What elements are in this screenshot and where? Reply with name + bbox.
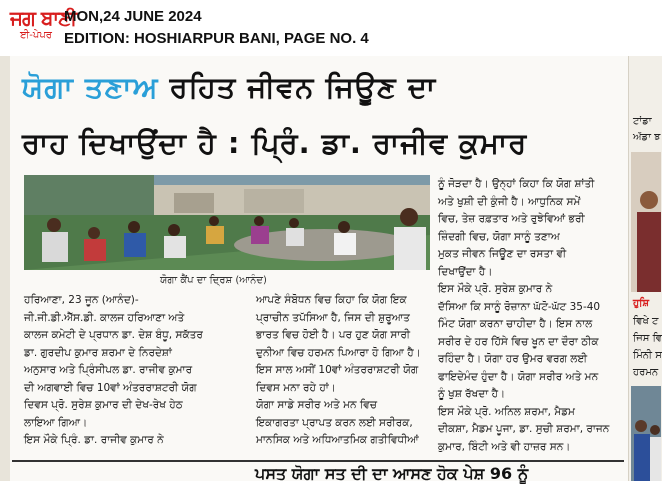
article-headline-line2: ਰਾਹ ਦਿਖਾਉਂਦਾ ਹੈ : ਪ੍ਰਿੰ. ਡਾ. ਰਾਜੀਵ ਕੁਮਾਰ [22,126,528,160]
article-text-line: ਮਾਨਸਿਕ ਅਤੇ ਅਧਿਆਤਮਿਕ ਗਤੀਵਿਧੀਆਂ [256,434,419,446]
article-text-line: ਇਸ ਮੌਕੇ ਪ੍ਰਿੰ. ਡਾ. ਰਾਜੀਵ ਕੁਮਾਰ ਨੇ [24,434,164,446]
side-text-line: ਹਰਮਨ [633,367,659,378]
adjacent-article-column [628,56,662,481]
article-text-line: ਦਿਵਸ ਮਨਾ ਰਹੇ ਹਾਂ। [256,381,336,394]
side-text-line: ਜਿਸ ਵਿ [633,333,662,344]
left-margin-column [0,56,10,481]
side-text-line: ਵਿਖੇ ਟ [633,316,659,327]
edition-info: EDITION: HOSHIARPUR BANI, PAGE NO. 4 [64,30,369,47]
article-text-line: ਇਸ ਸਾਲ ਅਸੀਂ 10ਵਾਂ ਅੰਤਰਰਾਸ਼ਟਰੀ ਯੋਗ [256,364,419,376]
side-photo [631,152,661,292]
article-text-line: ਵਿਚ, ਤੇਜ਼ ਰਫ਼ਤਾਰ ਅਤੇ ਰੁਝੇਵਿਆਂ ਭਰੀ [438,213,585,225]
article-text-line: ਦੀ ਅਗਵਾਈ ਵਿਚ 10ਵਾਂ ਅੰਤਰਰਾਸ਼ਟਰੀ ਯੋਗ [24,381,197,394]
article-text-line: ਪ੍ਰਾਚੀਨ ਤਪੱਸਿਆ ਹੈ, ਜਿਸ ਦੀ ਸ਼ੁਰੂਆਤ [256,311,410,324]
article-text-line: ਭਾਰਤ ਵਿਚ ਹੋਈ ਹੈ। ਪਰ ਹੁਣ ਯੋਗ ਸਾਰੀ [256,329,411,341]
article-text-line: ਡਾ. ਗੁਰਦੀਪ ਕੁਮਾਰ ਸ਼ਰਮਾ ਦੇ ਨਿਰਦੇਸ਼ਾਂ [24,346,172,359]
yoga-camp-photo [24,175,430,270]
article-text-line: ਹਰਿਆਣਾ, 23 ਜੂਨ (ਆਨੰਦ)- [24,294,139,306]
article-text-line: ਅਨੁਸਾਰ ਅਤੇ ਪ੍ਰਿੰਸੀਪਲ ਡਾ. ਰਾਜੀਵ ਕੁਮਾਰ [24,364,193,376]
article-text-line: ਜ਼ਿੰਦਗੀ ਵਿਚ, ਯੋਗਾ ਸਾਨੂੰ ਤਣਾਅ [438,230,560,243]
article-column-3 [438,176,626,456]
article-text-line: ਯੋਗਾ ਸਾਡੇ ਸਰੀਰ ਅਤੇ ਮਨ ਵਿਚ [256,399,377,411]
side-text-line: ਟਾਂਡਾ [633,116,652,127]
article-text-line: ਦਿਵਸ ਪ੍ਰੋ. ਸੁਰੇਸ਼ ਕੁਮਾਰ ਦੀ ਦੇਖ-ਰੇਖ ਹੇਠ [24,399,183,411]
headline-highlight: ਯੋਗਾ ਤਣਾਅ [22,70,159,104]
side-text-line: ਅੱਡਾ ਝ [633,132,661,143]
article-text-line: ਇਸ ਮੌਕੇ ਪ੍ਰੋ. ਅਨਿਲ ਸ਼ਰਮਾ, ਮੈਡਮ [438,405,575,418]
article-text-line: ਦੁਨੀਆ ਵਿਚ ਹਰਮਨ ਪਿਆਰਾ ਹੋ ਗਿਆ ਹੈ। [256,346,421,359]
article-column-1 [24,292,252,450]
article-text-line: ਕੁਮਾਰ, ਬਿੰਟੀ ਅਤੇ ਵੀ ਹਾਜ਼ਰ ਸਨ। [438,440,571,453]
section-divider [12,460,624,462]
article-text-line: ਰਹਿੰਦਾ ਹੈ। ਯੋਗਾ ਹਰ ਉਮਰ ਵਰਗ ਲਈ [438,353,588,365]
issue-date: MON,24 JUNE 2024 [64,8,202,25]
person-photo [631,152,661,292]
article-text-line: ਨੂੰ ਖੁਸ਼ ਰੱਖਦਾ ਹੈ। [438,388,506,400]
side-photo [631,386,661,481]
article-text-line: ਜੀ.ਜੀ.ਡੀ.ਐੱਸ.ਡੀ. ਕਾਲਜ ਹਰਿਆਣਾ ਅਤੇ [24,311,185,324]
article-text-line: ਦਿਖਾਉਂਦਾ ਹੈ। [438,265,493,278]
epaper-header [0,0,662,52]
group-photo [631,386,661,481]
article-text-line: ਅਤੇ ਖੁਸ਼ੀ ਦੀ ਕੁੰਜੀ ਹੈ। ਆਧੁਨਿਕ ਸਮੇਂ [438,195,581,208]
article-text-line: ਆਪਣੇ ਸੰਬੋਧਨ ਵਿਚ ਕਿਹਾ ਕਿ ਯੋਗ ਇਕ [256,294,407,306]
photo-caption: ਯੋਗਾ ਕੈਂਪ ਦਾ ਦ੍ਰਿਸ਼ (ਆਨੰਦ) [160,275,267,286]
article-column-2 [256,292,434,450]
article-text-line: ਲਾਇਆ ਗਿਆ। [24,416,88,429]
article-text-line: ਮੁਕਤ ਜੀਵਨ ਜਿਊਣ ਦਾ ਰਸਤਾ ਵੀ [438,248,567,260]
side-text-line: ਮਿੰਨੀ ਸ [633,350,662,361]
article-text-line: ਫਾਇਦੇਮੰਦ ਹੁੰਦਾ ਹੈ। ਯੋਗਾ ਸਰੀਰ ਅਤੇ ਮਨ [438,370,599,383]
article-text-line: ਨੂੰ ਜੋੜਦਾ ਹੈ। ਉਨ੍ਹਾਂ ਕਿਹਾ ਕਿ ਯੋਗ ਸ਼ਾਂਤੀ [438,178,595,190]
side-headline: ਹੁਸ਼ਿ [633,298,650,309]
next-article-headline: ਪਸਤ ਯੋਗਾ ਸਤ ਦੀ ਦਾ ਆਸਣ ਹੋਕ ਪੇਸ਼ 96 ਨੂੰ [255,464,529,483]
article-headline-line1 [22,70,436,105]
article-text-line: ਮਿੰਟ ਯੋਗਾ ਕਰਨਾ ਚਾਹੀਦਾ ਹੈ। ਇਸ ਨਾਲ [438,318,593,330]
article-text-line: ਸਰੀਰ ਦੇ ਹਰ ਹਿੱਸੇ ਵਿਚ ਖੂਨ ਦਾ ਦੌਰਾ ਠੀਕ [438,335,599,348]
brand-logo: ਜਗ ਬਾਣੀ [10,6,77,30]
article-text-line: ਇਸ ਮੌਕੇ ਪ੍ਰੋ. ਸੁਰੇਸ਼ ਕੁਮਾਰ ਨੇ [438,283,553,295]
yoga-scene-image [24,175,430,270]
article-text-line: ਦੱਸਿਆ ਕਿ ਸਾਨੂੰ ਰੋਜ਼ਾਨਾ ਘੱਟੋ-ਘੱਟ 35-40 [438,300,601,313]
article-text-line: ਦੀਕਸ਼ਾ, ਮੈਡਮ ਪੂਜਾ, ਡਾ. ਸੁਚੀ ਸ਼ਰਮਾ, ਰਾਜਨ [438,423,610,435]
brand-logo-subtitle: ਈ-ਪੇਪਰ [20,30,52,41]
headline-text: ਰਹਿਤ ਜੀਵਨ ਜਿਊਣ ਦਾ [169,70,437,104]
article-text-line: ਇਕਾਗਰਤਾ ਪ੍ਰਾਪਤ ਕਰਨ ਲਈ ਸਰੀਰਕ, [256,416,413,429]
article-text-line: ਕਾਲਜ ਕਮੇਟੀ ਦੇ ਪ੍ਰਧਾਨ ਡਾ. ਦੇਸ਼ ਬੰਧੂ, ਸਕੱਤਰ [24,329,203,341]
